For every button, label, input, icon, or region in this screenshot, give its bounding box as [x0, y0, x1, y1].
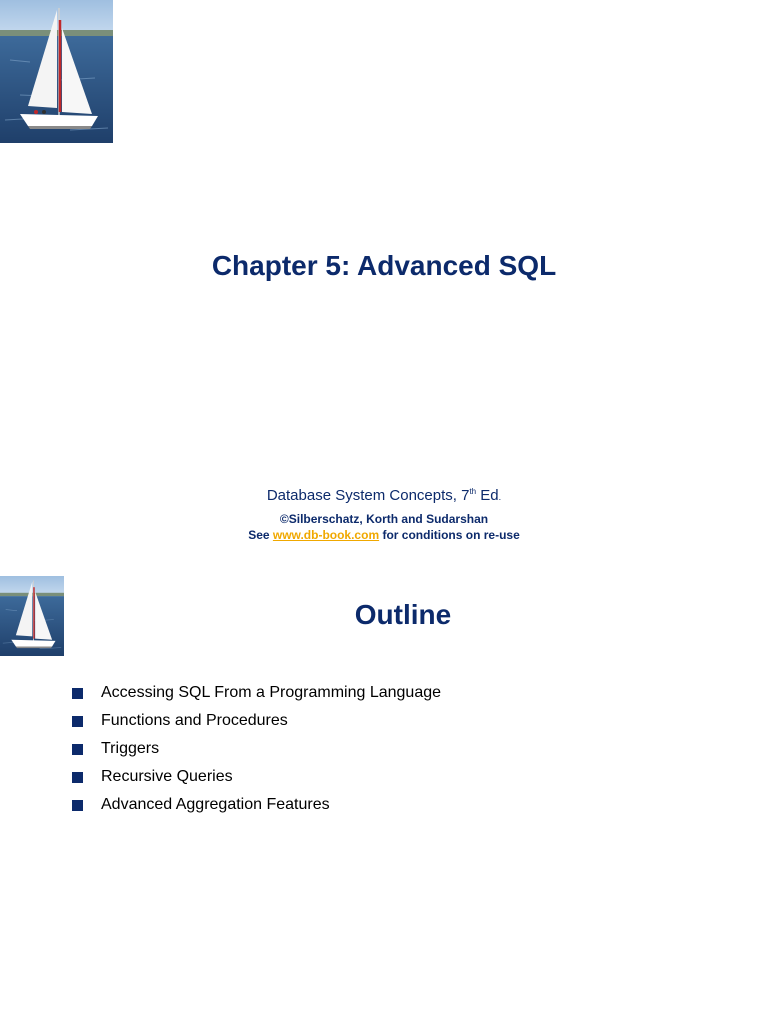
- reuse-prefix: See: [248, 528, 273, 542]
- square-bullet-icon: [72, 800, 83, 811]
- list-item-label: Accessing SQL From a Programming Language: [101, 684, 442, 701]
- copyright-line: ©Silberschatz, Korth and Sudarshan: [279, 512, 489, 526]
- slide-title: Chapter 5: Advanced SQL: [211, 250, 557, 281]
- reuse-line: [0, 528, 768, 542]
- reuse-suffix: for conditions on re-use: [379, 528, 520, 542]
- list-item: [72, 763, 441, 791]
- list-item: [72, 679, 441, 707]
- list-item-label: Recursive Queries: [101, 768, 233, 785]
- square-bullet-icon: [72, 744, 83, 755]
- book-trailing: .: [498, 492, 502, 502]
- sailboat-logo-icon: [0, 0, 113, 143]
- edition-superscript: th: [469, 487, 477, 496]
- list-item: [72, 707, 441, 735]
- list-item-label: Functions and Procedures: [101, 712, 288, 729]
- list-item-label: Advanced Aggregation Features: [101, 796, 330, 813]
- db-book-link[interactable]: www.db-book.com: [272, 528, 380, 542]
- outline-slide: [0, 576, 768, 1024]
- book-title: [0, 487, 768, 504]
- book-name: Database System Concepts, 7: [266, 487, 470, 504]
- list-item-label: Triggers: [101, 740, 160, 757]
- square-bullet-icon: [72, 772, 83, 783]
- list-item: [72, 791, 441, 819]
- list-item: [72, 735, 441, 763]
- outline-list: [72, 679, 441, 819]
- outline-title: Outline: [354, 599, 452, 630]
- edition-suffix: Ed: [476, 487, 499, 504]
- square-bullet-icon: [72, 688, 83, 699]
- square-bullet-icon: [72, 716, 83, 727]
